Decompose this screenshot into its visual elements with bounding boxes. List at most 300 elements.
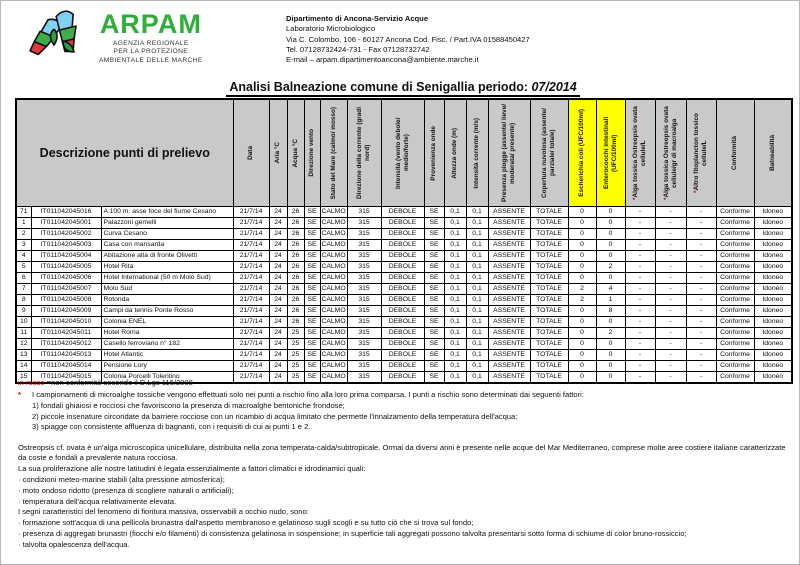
- cell-value: TOTALE: [530, 372, 568, 384]
- cell-value: 25: [287, 350, 304, 361]
- cell-value: 26: [287, 218, 304, 229]
- cell-value: -: [625, 372, 655, 384]
- cell-value: TOTALE: [530, 317, 568, 328]
- cell-value: 21/7/14: [233, 251, 269, 262]
- col-header: Balneabilità: [754, 99, 792, 207]
- cell-value: 21/7/14: [233, 317, 269, 328]
- cell-value: 4: [596, 284, 625, 295]
- cell-value: ASSENTE: [488, 328, 530, 339]
- cell-value: Conforme: [716, 361, 754, 372]
- cell-value: Idoneo: [754, 273, 792, 284]
- cell-value: -: [655, 240, 686, 251]
- cell-value: SE: [304, 229, 320, 240]
- cell-value: 24: [269, 339, 287, 350]
- cell-value: 24: [269, 262, 287, 273]
- cell-value: -: [655, 328, 686, 339]
- cell-value: -: [625, 218, 655, 229]
- cell-value: Conforme: [716, 284, 754, 295]
- cell-value: 0,1: [444, 306, 466, 317]
- cell-value: -: [686, 295, 716, 306]
- col-header: Stato del Mare (calmo/ mosso): [320, 99, 347, 207]
- cell-value: 0: [596, 273, 625, 284]
- asterisk-marker: *: [693, 190, 701, 193]
- cell-value: DEBOLE: [381, 372, 424, 384]
- cell-value: -: [625, 251, 655, 262]
- cell-value: 315: [347, 339, 381, 350]
- cell-value: DEBOLE: [381, 251, 424, 262]
- cell-value: 0: [568, 328, 596, 339]
- cell-value: 0: [596, 218, 625, 229]
- cell-value: Idoneo: [754, 361, 792, 372]
- cell-value: 0: [568, 218, 596, 229]
- cell-value: 21/7/14: [233, 372, 269, 384]
- cell-value: 315: [347, 317, 381, 328]
- cell-value: 21/7/14: [233, 207, 269, 218]
- cell-value: 21/7/14: [233, 339, 269, 350]
- cell-value: TOTALE: [530, 328, 568, 339]
- cell-value: 0: [568, 306, 596, 317]
- cell-value: TOTALE: [530, 273, 568, 284]
- cell-row-number: 14: [16, 361, 31, 372]
- cell-value: 21/7/14: [233, 350, 269, 361]
- cell-row-number: 3: [16, 240, 31, 251]
- cell-value: 26: [287, 229, 304, 240]
- cell-value: SE: [424, 284, 444, 295]
- cell-value: DEBOLE: [381, 284, 424, 295]
- table-row: [16, 361, 792, 372]
- cell-value: SE: [304, 284, 320, 295]
- cell-value: DEBOLE: [381, 317, 424, 328]
- cell-point-description: A 100 m. asse foce del fiume Cesano: [101, 207, 233, 218]
- para-line: I segni caratteristici del fenomeno di fioritura massiva, osservabili a occhio nudo, sono:: [18, 507, 309, 517]
- cell-value: 0,1: [466, 295, 488, 306]
- cell-value: 0,1: [466, 317, 488, 328]
- cell-value: -: [686, 339, 716, 350]
- cell-value: 24: [269, 207, 287, 218]
- cell-value: SE: [304, 262, 320, 273]
- header-row: [16, 99, 792, 207]
- cell-value: 21/7/14: [233, 229, 269, 240]
- cell-value: -: [686, 207, 716, 218]
- cell-value: 315: [347, 361, 381, 372]
- cell-value: SE: [304, 372, 320, 384]
- cell-value: SE: [424, 361, 444, 372]
- cell-value: -: [625, 317, 655, 328]
- cell-value: SE: [424, 207, 444, 218]
- cell-value: 25: [287, 372, 304, 384]
- cell-value: -: [655, 339, 686, 350]
- cell-value: -: [686, 350, 716, 361]
- tagline-line: AGENZIA REGIONALE: [112, 39, 189, 47]
- cell-value: SE: [424, 328, 444, 339]
- cell-value: -: [686, 273, 716, 284]
- cell-value: 315: [347, 284, 381, 295]
- asterisk-marker: *: [632, 197, 640, 200]
- cell-value: SE: [424, 350, 444, 361]
- cell-row-number: 4: [16, 251, 31, 262]
- cell-value: SE: [304, 339, 320, 350]
- cell-point-id: IT011042045004: [31, 251, 101, 262]
- dept-address: Via C. Colombo, 106 - 60127 Ancona Cod. Fisc. / Part.IVA 01588450427: [286, 34, 530, 44]
- cell-point-description: Hotel Atlantic: [101, 350, 233, 361]
- col-header: Escherichia coli (UFC/100ml): [568, 99, 596, 207]
- cell-value: SE: [424, 306, 444, 317]
- table-row: [16, 251, 792, 262]
- cell-value: -: [625, 306, 655, 317]
- cell-value: TOTALE: [530, 251, 568, 262]
- cell-value: 25: [287, 339, 304, 350]
- cell-point-id: IT011042045002: [31, 229, 101, 240]
- cell-value: CALMO: [320, 218, 347, 229]
- cell-value: 0,1: [444, 284, 466, 295]
- cell-value: 24: [269, 350, 287, 361]
- cell-value: 24: [269, 328, 287, 339]
- cell-value: CALMO: [320, 273, 347, 284]
- cell-point-description: Pensione Lory: [101, 361, 233, 372]
- cell-value: 0,1: [444, 339, 466, 350]
- cell-value: DEBOLE: [381, 273, 424, 284]
- cell-value: -: [625, 207, 655, 218]
- table-row: [16, 284, 792, 295]
- cell-value: ASSENTE: [488, 251, 530, 262]
- col-header: *Alga tossica Ostreopsis ovata cellule/gr di macroalga: [655, 99, 686, 207]
- cell-value: 26: [287, 207, 304, 218]
- cell-value: Idoneo: [754, 207, 792, 218]
- cell-value: 25: [287, 361, 304, 372]
- cell-value: 0: [568, 339, 596, 350]
- cell-value: 21/7/14: [233, 284, 269, 295]
- cell-value: 26: [287, 295, 304, 306]
- cell-value: -: [655, 262, 686, 273]
- cell-value: Idoneo: [754, 218, 792, 229]
- cell-value: 21/7/14: [233, 306, 269, 317]
- cell-value: 0: [568, 262, 596, 273]
- cell-value: 0,1: [466, 350, 488, 361]
- cell-value: Conforme: [716, 273, 754, 284]
- cell-value: Conforme: [716, 207, 754, 218]
- cell-value: 1: [596, 295, 625, 306]
- cell-value: SE: [304, 328, 320, 339]
- cell-point-description: Colonia ENEL: [101, 317, 233, 328]
- cell-point-id: IT011042045006: [31, 273, 101, 284]
- cell-value: CALMO: [320, 284, 347, 295]
- cell-value: -: [655, 350, 686, 361]
- cell-value: -: [655, 372, 686, 384]
- cell-point-id: IT011042045003: [31, 240, 101, 251]
- cell-value: Idoneo: [754, 295, 792, 306]
- col-header: Direzione della corrente (gradi nord): [347, 99, 381, 207]
- cell-value: ASSENTE: [488, 317, 530, 328]
- cell-value: 2: [568, 284, 596, 295]
- dept-email: E-mail – arpam.dipartimentoancona@ambiente.marche.it: [286, 55, 479, 64]
- butterfly-logo-icon: [27, 9, 91, 67]
- table-row: [16, 218, 792, 229]
- cell-point-description: Curva Cesano: [101, 229, 233, 240]
- cell-value: 0: [596, 372, 625, 384]
- cell-value: -: [686, 284, 716, 295]
- legend-red: [18, 378, 786, 388]
- tagline-line: PER LA PROTEZIONE: [113, 48, 189, 56]
- cell-value: Conforme: [716, 218, 754, 229]
- col-header: *Alga tossica Ostreopsis ovata cellule/L: [625, 99, 655, 207]
- cell-value: SE: [304, 218, 320, 229]
- cell-value: 315: [347, 207, 381, 218]
- cell-value: ASSENTE: [488, 372, 530, 384]
- cell-value: CALMO: [320, 317, 347, 328]
- cell-value: 0: [568, 240, 596, 251]
- table-row: [16, 317, 792, 328]
- cell-value: 0: [568, 229, 596, 240]
- cell-value: DEBOLE: [381, 306, 424, 317]
- asterisk-note: [18, 390, 786, 400]
- cell-value: SE: [424, 372, 444, 384]
- cell-value: TOTALE: [530, 339, 568, 350]
- cell-value: 315: [347, 251, 381, 262]
- cell-value: Idoneo: [754, 251, 792, 262]
- table-row: [16, 273, 792, 284]
- cell-value: 315: [347, 262, 381, 273]
- cell-value: 0,1: [466, 284, 488, 295]
- cell-value: SE: [424, 295, 444, 306]
- cell-value: TOTALE: [530, 240, 568, 251]
- cell-value: 0,1: [466, 328, 488, 339]
- cell-value: Idoneo: [754, 350, 792, 361]
- cell-value: CALMO: [320, 306, 347, 317]
- cell-point-description: Colonia Porcelli Tolentino: [101, 372, 233, 384]
- cell-value: -: [686, 240, 716, 251]
- cell-value: 0: [568, 251, 596, 262]
- cell-value: 315: [347, 240, 381, 251]
- cell-value: CALMO: [320, 328, 347, 339]
- cell-value: -: [625, 229, 655, 240]
- cell-value: ASSENTE: [488, 361, 530, 372]
- cell-value: 315: [347, 273, 381, 284]
- cell-value: 0,1: [444, 361, 466, 372]
- cell-value: SE: [424, 317, 444, 328]
- cell-value: 0: [596, 240, 625, 251]
- para-line: · temperatura dell'acqua relativamente elevata.: [18, 496, 177, 506]
- cell-row-number: 1: [16, 218, 31, 229]
- cell-value: DEBOLE: [381, 350, 424, 361]
- cell-value: DEBOLE: [381, 328, 424, 339]
- cell-value: -: [655, 229, 686, 240]
- cell-value: 24: [269, 229, 287, 240]
- cell-value: -: [686, 361, 716, 372]
- cell-value: ASSENTE: [488, 262, 530, 273]
- cell-point-id: IT011042045011: [31, 328, 101, 339]
- cell-value: CALMO: [320, 350, 347, 361]
- cell-value: 21/7/14: [233, 361, 269, 372]
- risk-point: 3) spiagge con consistente affluenza di bagnanti, con i requisiti di cui ai punti 1 e 2.: [32, 422, 311, 432]
- department-info: [286, 14, 530, 65]
- cell-value: SE: [424, 262, 444, 273]
- cell-value: Conforme: [716, 251, 754, 262]
- cell-value: ASSENTE: [488, 339, 530, 350]
- cell-value: -: [655, 295, 686, 306]
- cell-point-id: IT011042045007: [31, 284, 101, 295]
- cell-value: CALMO: [320, 295, 347, 306]
- cell-value: 0,1: [444, 350, 466, 361]
- cell-value: 2: [596, 328, 625, 339]
- cell-value: 315: [347, 229, 381, 240]
- cell-row-number: 10: [16, 317, 31, 328]
- cell-value: 2: [568, 295, 596, 306]
- col-header: Presenza piogge (assente/ lieve/ moderata/ presente): [488, 99, 530, 207]
- cell-value: TOTALE: [530, 306, 568, 317]
- cell-value: -: [686, 262, 716, 273]
- cell-value: TOTALE: [530, 284, 568, 295]
- cell-value: 26: [287, 251, 304, 262]
- cell-value: 0: [596, 361, 625, 372]
- legend-red-label: in rosso: [18, 378, 45, 387]
- cell-value: 0,1: [466, 339, 488, 350]
- cell-value: 0,1: [466, 251, 488, 262]
- asterisk-marker: *: [662, 197, 670, 200]
- cell-value: SE: [304, 273, 320, 284]
- cell-value: 0,1: [466, 218, 488, 229]
- cell-value: 315: [347, 218, 381, 229]
- cell-value: 26: [287, 317, 304, 328]
- cell-value: Idoneo: [754, 306, 792, 317]
- cell-value: DEBOLE: [381, 240, 424, 251]
- cell-value: ASSENTE: [488, 306, 530, 317]
- cell-value: -: [655, 317, 686, 328]
- cell-value: -: [686, 372, 716, 384]
- cell-row-number: 12: [16, 339, 31, 350]
- cell-point-description: Rotonda: [101, 295, 233, 306]
- cell-value: -: [655, 273, 686, 284]
- cell-value: CALMO: [320, 229, 347, 240]
- cell-value: TOTALE: [530, 262, 568, 273]
- cell-value: DEBOLE: [381, 218, 424, 229]
- para-line: · condizioni meteo-marine stabili (alta pressione atmosferica);: [18, 474, 225, 484]
- cell-value: -: [625, 350, 655, 361]
- cell-value: 0,1: [466, 361, 488, 372]
- cell-row-number: 71: [16, 207, 31, 218]
- cell-value: 0: [568, 372, 596, 384]
- para-line: · presenza di aggregati brunastri (fiocchi e/o filamenti) di consistenza gelatinosa in sospensione; in superficie tali aggregati possono talvolta presentarsi sotto forma di schiume di color bruno-rossiccio;: [18, 529, 687, 539]
- brand-name: ARPAM: [99, 8, 202, 39]
- cell-value: Conforme: [716, 372, 754, 384]
- col-header: Copertura nuvolosa (assente/ parziale/ totale): [530, 99, 568, 207]
- cell-value: 0,1: [444, 240, 466, 251]
- cell-value: 0,1: [444, 262, 466, 273]
- cell-point-description: Molo Sud: [101, 284, 233, 295]
- cell-value: TOTALE: [530, 361, 568, 372]
- results-table: [15, 98, 793, 384]
- cell-value: -: [625, 361, 655, 372]
- cell-value: DEBOLE: [381, 295, 424, 306]
- cell-value: ASSENTE: [488, 350, 530, 361]
- cell-value: 0: [568, 207, 596, 218]
- cell-value: -: [655, 218, 686, 229]
- cell-value: 0,1: [466, 207, 488, 218]
- col-header-descrizione: Descrizione punti di prelievo: [16, 99, 233, 207]
- para-line: · formazione sott'acqua di una pellicola brunastra dall'aspetto membranoso e gelatinoso sugli scogli e su tutto ciò che si trova sul fondo;: [18, 518, 474, 528]
- cell-row-number: 9: [16, 306, 31, 317]
- dept-phone: Tel. 07128732424-731 - Fax 07128732742: [286, 44, 430, 54]
- para-line: · talvolta opalescenza dell'acqua.: [18, 540, 130, 550]
- cell-point-id: IT011042045008: [31, 295, 101, 306]
- cell-value: SE: [304, 361, 320, 372]
- cell-point-description: Hotel International (50 m Molo Sud): [101, 273, 233, 284]
- cell-value: 25: [287, 328, 304, 339]
- cell-value: 315: [347, 328, 381, 339]
- cell-value: 24: [269, 273, 287, 284]
- cell-value: Idoneo: [754, 284, 792, 295]
- cell-value: Conforme: [716, 229, 754, 240]
- col-header: Provenienza onde: [424, 99, 444, 207]
- col-header: Data: [233, 99, 269, 207]
- page-title: [226, 80, 579, 97]
- cell-value: CALMO: [320, 251, 347, 262]
- cell-row-number: 11: [16, 328, 31, 339]
- cell-value: 0,1: [466, 273, 488, 284]
- cell-value: Conforme: [716, 339, 754, 350]
- cell-value: 24: [269, 317, 287, 328]
- title-period: 07/2014: [531, 80, 577, 94]
- title-row: [15, 78, 791, 97]
- cell-value: Idoneo: [754, 328, 792, 339]
- cell-value: 21/7/14: [233, 295, 269, 306]
- brand-tagline: [99, 40, 203, 66]
- cell-value: Idoneo: [754, 240, 792, 251]
- cell-value: TOTALE: [530, 207, 568, 218]
- cell-value: -: [686, 328, 716, 339]
- dept-name: Dipartimento di Ancona-Servizio Acque: [286, 14, 429, 23]
- cell-value: 24: [269, 284, 287, 295]
- col-header: Intensità corrente (m/s): [466, 99, 488, 207]
- asterisk-text: I campionamenti di microalghe tossiche vengono effettuati solo nei punti a rischio fino alla loro prima comparsa. I punti a rischio sono determinati dai seguenti fattori:: [32, 389, 584, 399]
- table-row: [16, 350, 792, 361]
- cell-value: Conforme: [716, 328, 754, 339]
- cell-value: -: [625, 284, 655, 295]
- col-header: Enterococchi intestinali (UFC/100ml): [596, 99, 625, 207]
- cell-value: DEBOLE: [381, 229, 424, 240]
- cell-value: Idoneo: [754, 339, 792, 350]
- cell-value: SE: [424, 251, 444, 262]
- cell-value: Conforme: [716, 295, 754, 306]
- cell-value: 0: [568, 350, 596, 361]
- cell-point-id: IT011042045016: [31, 207, 101, 218]
- cell-value: 0,1: [466, 240, 488, 251]
- cell-value: 0,1: [466, 229, 488, 240]
- cell-point-id: IT011042045010: [31, 317, 101, 328]
- para-line: · moto ondoso ridotto (presenza di scogliere naturali o artificiali);: [18, 485, 234, 495]
- cell-value: 24: [269, 295, 287, 306]
- cell-value: 0: [568, 273, 596, 284]
- cell-value: CALMO: [320, 372, 347, 384]
- cell-value: 26: [287, 262, 304, 273]
- cell-value: 0,1: [466, 306, 488, 317]
- cell-value: ASSENTE: [488, 284, 530, 295]
- cell-value: 8: [596, 306, 625, 317]
- table-row: [16, 328, 792, 339]
- cell-value: 24: [269, 361, 287, 372]
- cell-value: SE: [304, 295, 320, 306]
- cell-value: -: [625, 240, 655, 251]
- table-row: [16, 306, 792, 317]
- cell-value: 24: [269, 372, 287, 384]
- cell-value: 315: [347, 372, 381, 384]
- cell-point-id: IT011042045012: [31, 339, 101, 350]
- cell-value: SE: [304, 350, 320, 361]
- cell-value: DEBOLE: [381, 339, 424, 350]
- cell-point-id: IT011042045013: [31, 350, 101, 361]
- cell-value: 0,1: [444, 229, 466, 240]
- cell-value: 0: [596, 339, 625, 350]
- cell-value: SE: [304, 317, 320, 328]
